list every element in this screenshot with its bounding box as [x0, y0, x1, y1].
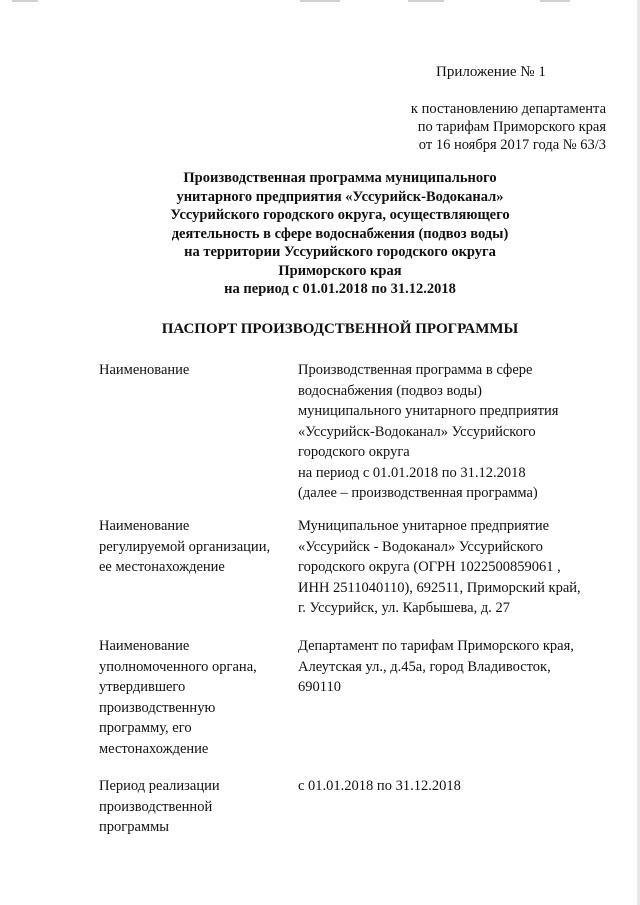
label-line: местонахождение	[99, 740, 209, 757]
value-line: муниципального унитарного предприятия	[298, 403, 559, 419]
value-line: городского округа (ОГРН 1022500859061 ,	[298, 559, 561, 575]
scan-mark	[408, 0, 444, 2]
passport-row-label	[99, 516, 270, 578]
passport-row-value	[298, 776, 461, 797]
program-title-line: унитарного предприятия «Уссурийск-Водоканал»	[176, 188, 504, 205]
label-line: регулируемой организации,	[99, 538, 271, 555]
passport-row-label	[99, 360, 189, 381]
label-line: утвердившего	[99, 679, 186, 695]
value-line: Алеутская ул., д.45а, город Владивосток,	[298, 658, 551, 675]
label-line: производственной	[99, 798, 213, 815]
value-line: (далее – производственная программа)	[298, 485, 538, 501]
label-line: программу, его	[99, 720, 192, 736]
label-line: программы	[99, 819, 169, 835]
program-title	[130, 169, 550, 299]
label-line: Период реализации	[99, 778, 220, 794]
program-title-line: деятельность в сфере водоснабжения (подвоз воды)	[171, 225, 509, 242]
value-line: Муниципальное унитарное предприятие	[298, 518, 550, 534]
value-line: Департамент по тарифам Приморского края,	[298, 638, 574, 654]
label-line: уполномоченного органа,	[99, 658, 257, 675]
appendix-line: от 16 ноября 2017 года № 63/3	[418, 137, 606, 153]
passport-row-value	[298, 516, 581, 619]
value-line: г. Уссурийск, ул. Карбышева, д. 27	[298, 600, 510, 616]
appendix-title: Приложение № 1	[436, 64, 546, 80]
program-title-line: на территории Уссурийского городского округа	[184, 244, 496, 260]
value-line: 690110	[298, 679, 341, 695]
label-line: производственную	[99, 699, 216, 716]
passport-row-value	[298, 360, 558, 504]
value-line: городского округа	[298, 444, 410, 460]
program-title-line: Производственная программа муниципального	[183, 170, 497, 186]
scan-mark	[300, 0, 340, 2]
value-line: водоснабжения (подвоз воды)	[298, 382, 482, 399]
program-title-line: Приморского края	[278, 262, 402, 279]
scan-mark	[12, 0, 38, 2]
value-line: Производственная программа в сфере	[298, 362, 533, 378]
appendix-reference	[391, 100, 606, 154]
passport-row-value	[298, 636, 574, 698]
appendix-line: по тарифам Приморского края	[417, 119, 606, 135]
passport-row-label	[99, 776, 220, 838]
passport-title: ПАСПОРТ ПРОИЗВОДСТВЕННОЙ ПРОГРАММЫ	[161, 321, 519, 337]
passport-row-label	[99, 636, 257, 759]
value-line: с 01.01.2018 по 31.12.2018	[298, 778, 461, 794]
scan-mark	[540, 0, 570, 2]
value-line: ИНН 2511040110), 692511, Приморский край,	[298, 579, 581, 596]
label-line: Наименование	[99, 362, 190, 378]
appendix-line: к постановлению департамента	[410, 101, 606, 117]
label-line: Наименование	[99, 638, 190, 654]
label-line: ее местонахождение	[99, 559, 225, 575]
value-line: «Уссурийск-Водоканал» Уссурийского	[298, 423, 536, 440]
value-line: на период с 01.01.2018 по 31.12.2018	[298, 464, 526, 481]
label-line: Наименование	[99, 518, 190, 534]
program-title-line: на период с 01.01.2018 по 31.12.2018	[224, 281, 456, 297]
program-title-line: Уссурийского городского округа, осуществляющего	[170, 207, 510, 223]
value-line: «Уссурийск - Водоканал» Уссурийского	[298, 538, 543, 555]
